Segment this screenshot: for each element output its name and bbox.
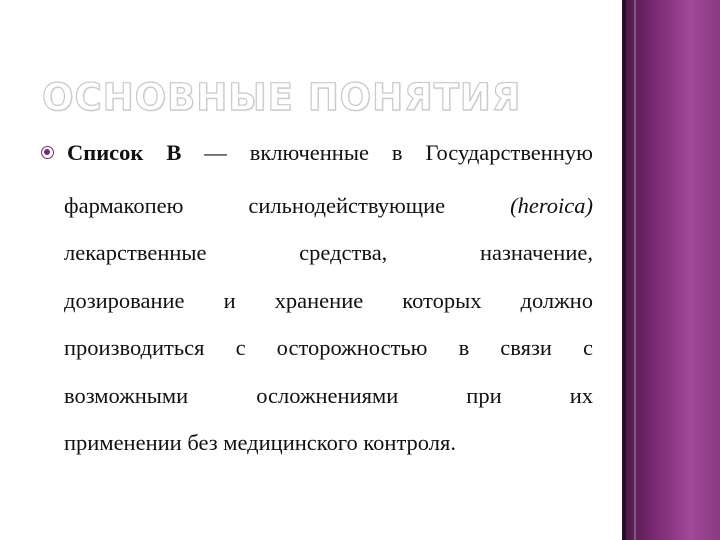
term-spisok: Список bbox=[67, 140, 144, 165]
word: должно bbox=[520, 288, 593, 313]
word: лекарственные bbox=[64, 240, 207, 265]
word: производиться bbox=[64, 335, 205, 360]
bullet-icon bbox=[41, 146, 54, 159]
text-line-3 bbox=[64, 240, 593, 266]
word: в bbox=[458, 335, 470, 360]
slide-title: ОСНОВНЫЕ ПОНЯТИЯ bbox=[42, 76, 522, 119]
word: их bbox=[569, 383, 593, 408]
word: осложнениями bbox=[256, 383, 399, 408]
dash: — bbox=[204, 140, 227, 165]
word: хранение bbox=[274, 288, 364, 313]
text-line-6 bbox=[64, 383, 593, 409]
text-line-2 bbox=[64, 193, 593, 219]
text-line-7 bbox=[64, 430, 593, 456]
latin-term: (heroica) bbox=[510, 193, 593, 218]
word: связи bbox=[500, 335, 552, 360]
text-line-4 bbox=[64, 288, 593, 314]
word: фармакопею bbox=[64, 193, 184, 218]
word: дозирование bbox=[64, 288, 185, 313]
word: с bbox=[235, 335, 246, 360]
word: назначение, bbox=[479, 240, 593, 265]
word: средства, bbox=[299, 240, 388, 265]
word: с bbox=[582, 335, 593, 360]
word: которых bbox=[402, 288, 482, 313]
word: Государственную bbox=[425, 140, 593, 165]
text-line-1 bbox=[67, 140, 593, 166]
word: осторожностью bbox=[276, 335, 428, 360]
word: сильнодействующие bbox=[248, 193, 446, 218]
word: возможными bbox=[64, 383, 189, 408]
word: применении без медицинского контроля. bbox=[64, 430, 456, 455]
decorative-side-panel bbox=[622, 0, 720, 540]
word: и bbox=[223, 288, 236, 313]
word: включенные bbox=[249, 140, 369, 165]
text-line-5 bbox=[64, 335, 593, 361]
term-b: В bbox=[166, 140, 182, 165]
word: при bbox=[466, 383, 502, 408]
word: в bbox=[391, 140, 403, 165]
